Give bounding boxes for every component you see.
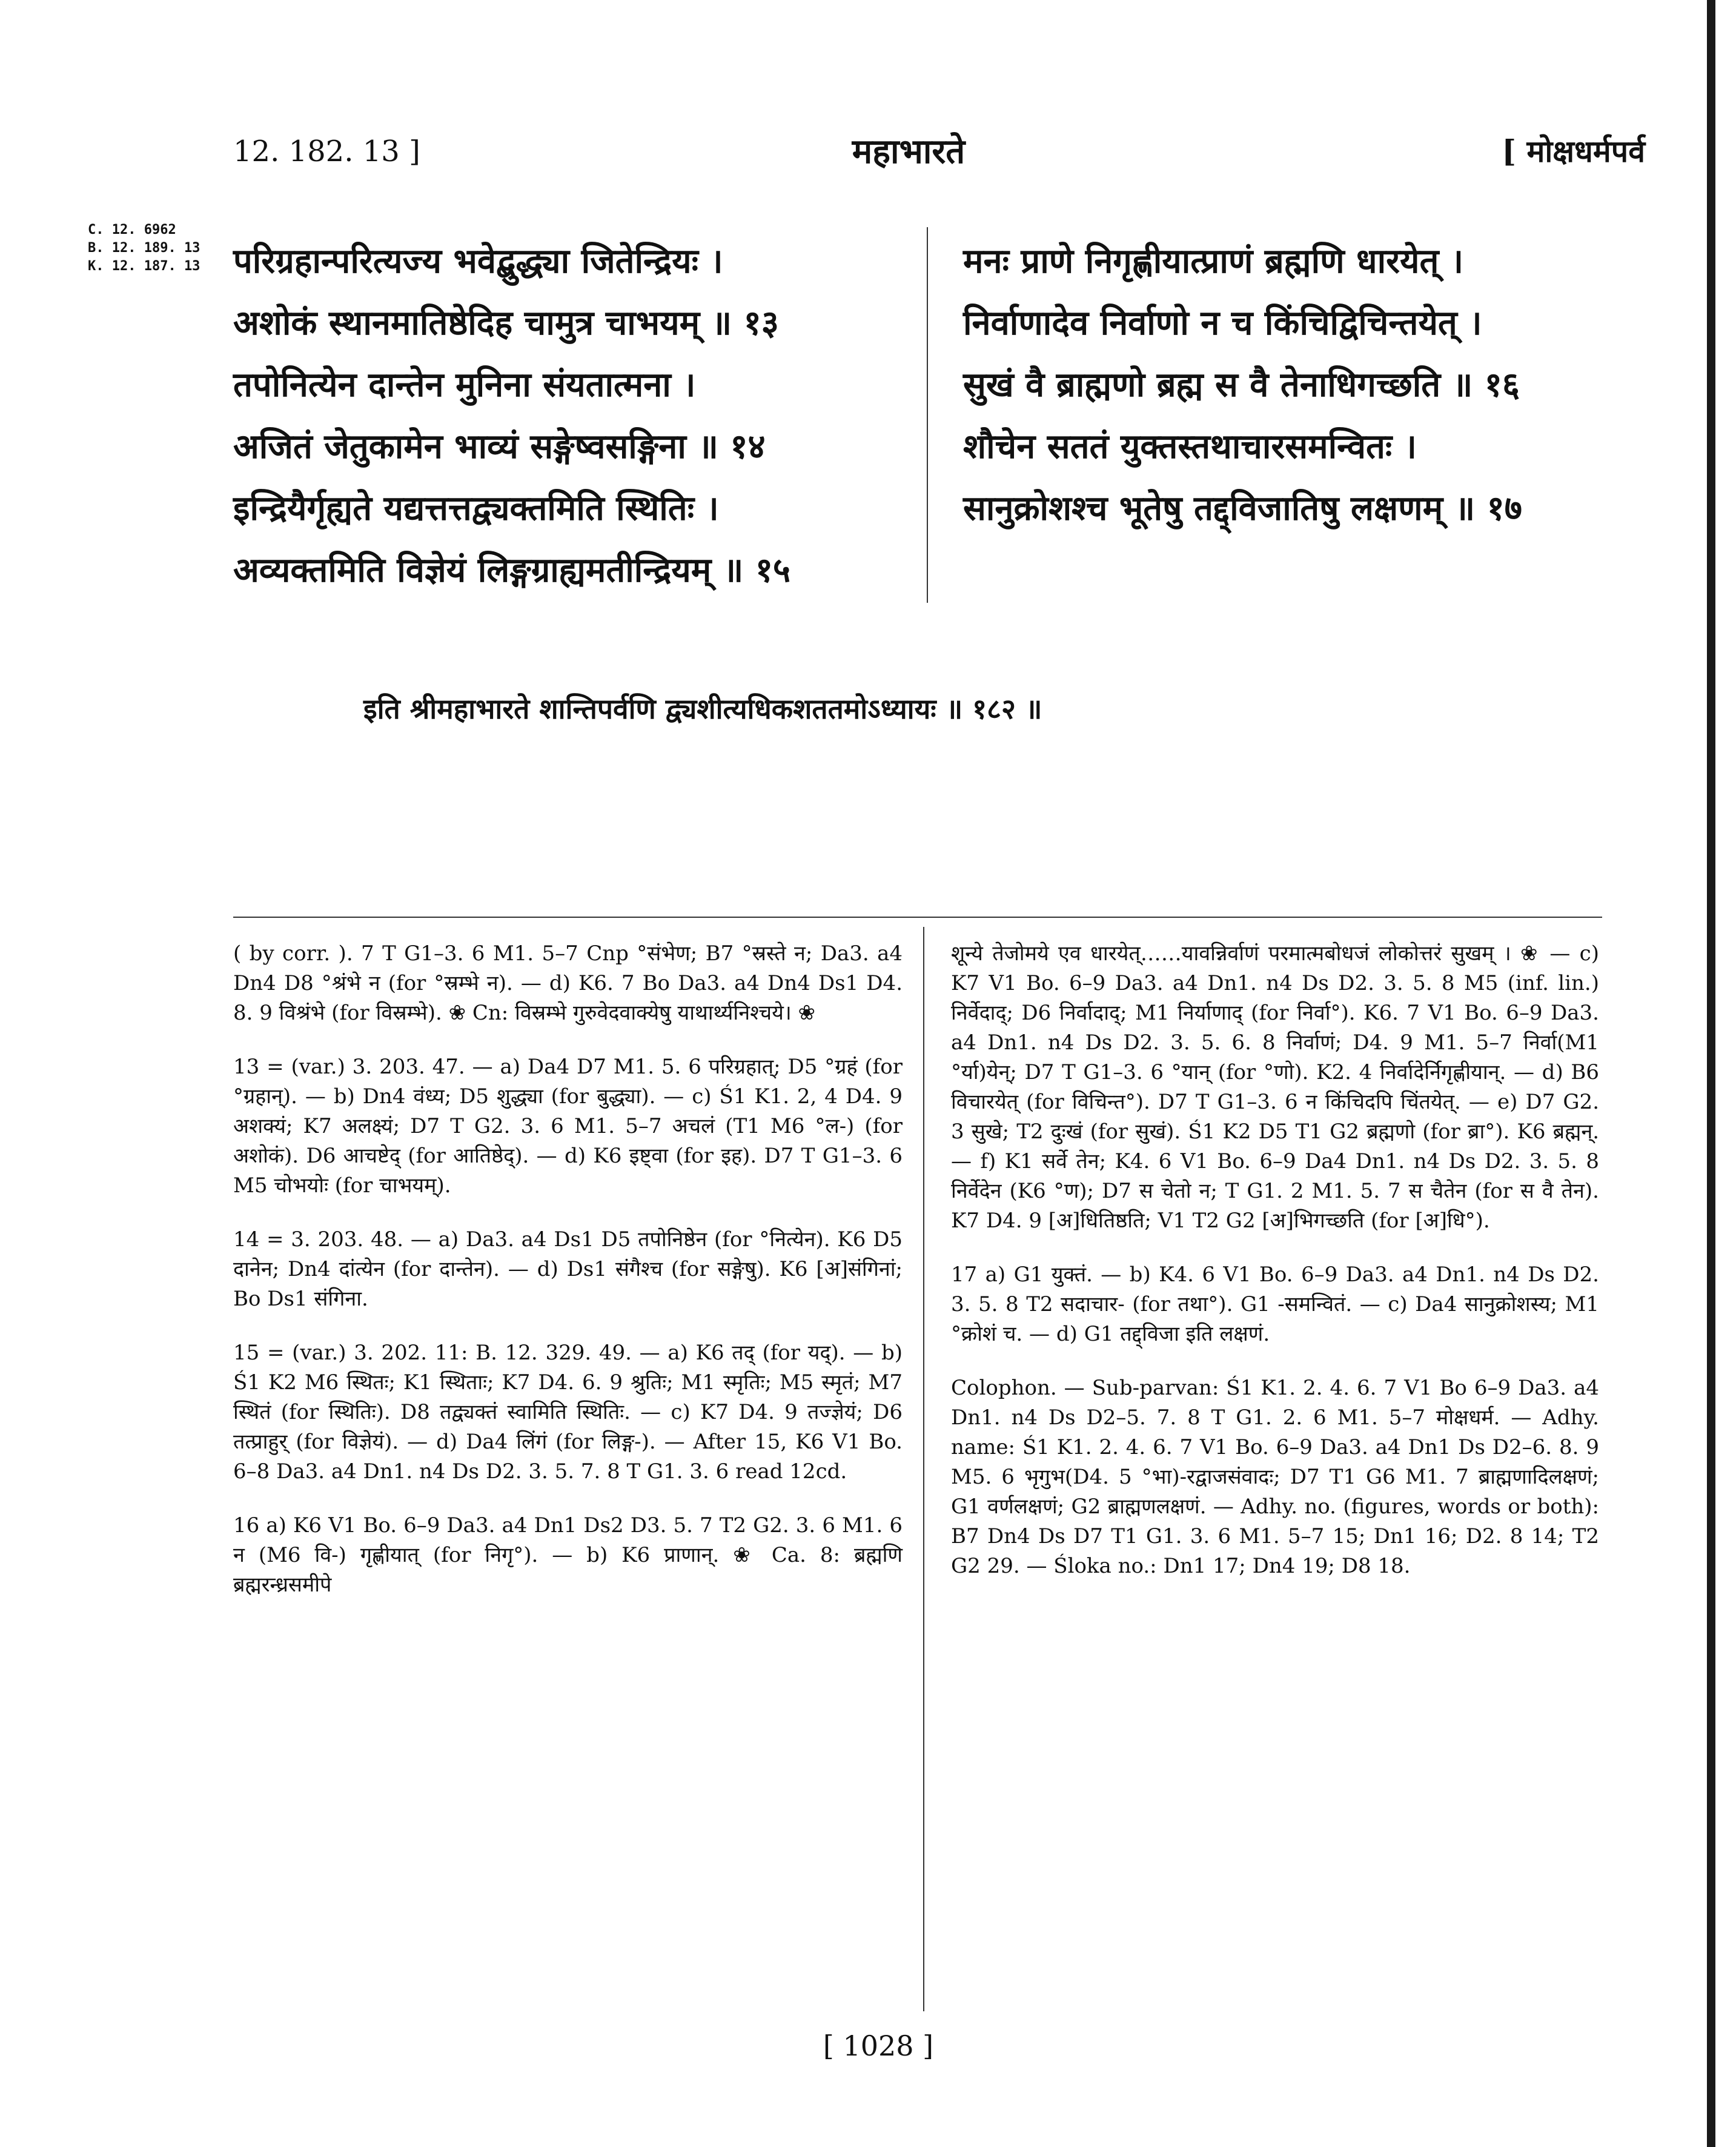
concordance-references (88, 221, 200, 276)
note-paragraph: ( by corr. ). 7 T G1–3. 6 M1. 5–7 Cnp °संभेण; B7 °स्रस्ते न; Da3. a4 Dn4 D8 °श्रंभे न (for °स्रम्भे न). — d) K6. 7 Bo Da3. a4 Dn4 Ds1 D4. 8. 9 विश्रंभे (for विस्रम्भे). ❀ Cn: विस्रम्भे गुरुवेदवाक्येषु याथार्थ्यनिश्चये। ❀ (233, 941, 903, 1025)
verse-column-divider (927, 227, 928, 603)
verse-line: मनः प्राणे निगृह्णीयात्प्राणं ब्रह्मणि धारयेत् । (963, 241, 1464, 281)
verse-line: अशोकं स्थानमातिष्ठेदिह चामुत्र चाभयम् ॥ १३ (233, 303, 779, 343)
verse-line: सुखं वै ब्राह्मणो ब्रह्म स वै तेनाधिगच्छति ॥ १६ (963, 365, 1520, 405)
verse-line: परिग्रहान्परित्यज्य भवेद्बुद्ध्या जितेन्द्रियः । (233, 241, 723, 281)
verse-line: शौचेन सततं युक्तस्तथाचारसमन्वितः । (963, 426, 1417, 466)
note-paragraph: 14 = 3. 203. 48. — a) Da3. a4 Ds1 D5 तपोनिष्ठेन (for °नित्येन). K6 D5 दानेन; Dn4 दांत्येन (for दान्तेन). — d) Ds1 संगैश्च (for सङ्गेषु). K6 [अ]संगिनां; Bo Ds1 संगिना. (233, 1227, 903, 1311)
note-paragraph: 16 a) K6 V1 Bo. 6–9 Da3. a4 Dn1 Ds2 D3. 5. 7 T2 G2. 3. 6 M1. 6 न (M6 वि-) गृह्णीयात् (for निगृ°). — b) K6 प्राणान्. ❀ Ca. 8: ब्रह्मणि ब्रह्मरन्ध्रसमीपे (233, 1513, 903, 1597)
verse-line: निर्वाणादेव निर्वाणो न च किंचिद्विचिन्तयेत् । (963, 303, 1482, 343)
chapter-colophon: इति श्रीमहाभारते शान्तिपर्वणि द्व्यशीत्यधिकशततमोऽध्यायः ॥ १८२ ॥ (363, 692, 1042, 725)
critical-notes-right (951, 939, 1599, 1605)
concordance-line: K. 12. 187. 13 (88, 259, 200, 274)
concordance-line: B. 12. 189. 13 (88, 241, 200, 256)
page-number: [ 1028 ] (823, 2029, 934, 2062)
notes-column-divider (923, 927, 924, 2011)
running-head-title: महाभारते (852, 131, 966, 171)
verse-column-right (963, 230, 1522, 539)
notes-separator-rule (233, 917, 1602, 918)
verse-line: तपोनित्येन दान्तेन मुनिना संयतात्मना । (233, 365, 696, 405)
note-paragraph: 17 a) G1 युक्तं. — b) K4. 6 V1 Bo. 6–9 Da3. a4 Dn1. n4 Ds D2. 3. 5. 8 T2 सदाचार- (for तथा°). G1 -समन्वितं. — c) Da4 सानुक्रोशस्य; M1 °क्रोशं च. — d) G1 तद्द्विजा इति लक्षणं. (951, 1263, 1599, 1346)
verse-column-left (233, 230, 790, 601)
running-head-right: [ मोक्षधर्मपर्व (1502, 133, 1645, 169)
verse-line: अव्यक्तमिति विज्ञेयं लिङ्गग्राह्यमतीन्द्रियम् ॥ १५ (233, 550, 791, 590)
note-paragraph: 13 = (var.) 3. 203. 47. — a) Da4 D7 M1. 5. 6 परिग्रहात्; D5 °ग्रहं (for °ग्रहान्). — b) Dn4 वंध्य; D5 शुद्ध्या (for बुद्ध्या). — c) Ś1 K1. 2, 4 D4. 9 अशक्यं; K7 अलक्ष्यं; D7 T G2. 3. 6 M1. 5–7 अचलं (T1 M6 °ल-) (for अशोकं). D6 आचष्टेद् (for आतिष्ठेद्). — d) K6 इष्ट्वा (for इह). D7 T G1–3. 6 M5 चोभयोः (for चाभयम्). (233, 1055, 903, 1198)
note-paragraph: शून्ये तेजोमये एव धारयेत्……यावन्निर्वाणं परमात्मबोधजं लोकोत्तरं सुखम् । ❀ — c) K7 V1 Bo. 6–9 Da3. a4 Dn1. n4 Ds D2. 3. 5. 8 M5 (inf. lin.) निर्वेदाद्; D6 निर्वादाद्; M1 निर्याणाद् (for निर्वा°). K6. 7 V1 Bo. 6–9 Da3. a4 Dn1. n4 Ds D2. 3. 5. 6. 8 निर्वाणं; D4. 9 M1. 5–7 निर्वा(M1 °र्या)येन्; D7 T G1–3. 6 °यान् (for °णो). K2. 4 निर्वादेर्निगृह्णीयान्. — d) B6 विचारयेत् (for विचिन्त°). D7 T G1–3. 6 न किंचिदपि चिंतयेत्. — e) D7 G2. 3 सुखे; T2 दुःखं (for सुखं). Ś1 K2 D5 T1 G2 ब्रह्मणो (for ब्रा°). K6 ब्रह्मन्. — f) K1 सर्वे तेन; K4. 6 V1 Bo. 6–9 Da4 Dn1. n4 Ds D2. 3. 5. 8 निर्वेदेन (K6 °ण); D7 स चेतो न; T G1. 2 M1. 5. 7 स चैतेन (for स वै तेन). K7 D4. 9 [अ]धितिष्ठति; V1 T2 G2 [अ]भिगच्छति (for [अ]धि°). (951, 941, 1599, 1233)
note-paragraph: Colophon. — Sub-parvan: Ś1 K1. 2. 4. 6. 7 V1 Bo 6–9 Da3. a4 Dn1. n4 Ds D2–5. 7. 8 T G1. 2. 6 M1. 5–7 मोक्षधर्म. — Adhy. name: Ś1 K1. 2. 4. 6. 7 V1 Bo. 6–9 Da3. a4 Dn1 Ds D2–6. 8. 9 M5. 6 भृगुभ(D4. 5 °भा)-रद्वाजसंवादः; D7 T1 G6 M1. 7 ब्राह्मणादिलक्षणं; G1 वर्णलक्षणं; G2 ब्राह्मणलक्षणं. — Adhy. no. (figures, words or both): B7 Dn4 Ds D7 T1 G1. 3. 6 M1. 5–7 15; Dn1 16; D2. 8 14; T2 G2 29. — Śloka no.: Dn1 17; Dn4 19; D8 18. (951, 1376, 1599, 1578)
verse-line: अजितं जेतुकामेन भाव्यं सङ्गेष्वसङ्गिना ॥ १४ (233, 426, 766, 466)
note-paragraph: 15 = (var.) 3. 202. 11: B. 12. 329. 49. — a) K6 तद् (for यद्). — b) Ś1 K2 M6 स्थितः; K1 स्थिताः; K7 D4. 6. 9 श्रुतिः; M1 स्मृतिः; M5 स्मृतं; M7 स्थितं (for स्थितिः). D8 तद्व्यक्तं स्वामिति स्थितिः. — c) K7 D4. 9 तज्ज्ञेयं; D6 तत्प्राहुर् (for विज्ञेयं). — d) Da4 लिंगं (for लिङ्ग-). — After 15, K6 V1 Bo. 6–8 Da3. a4 Dn1. n4 Ds D2. 3. 5. 7. 8 T G1. 3. 6 read 12cd. (233, 1341, 903, 1484)
running-head-left: 12. 182. 13 ] (233, 134, 420, 168)
verse-line: इन्द्रियैर्गृह्यते यद्यत्तत्तद्व्यक्तमिति स्थितिः । (233, 488, 719, 528)
page-edge-rule (1707, 0, 1715, 2147)
critical-notes-left (233, 939, 903, 1624)
concordance-line: C. 12. 6962 (88, 222, 176, 237)
verse-line: सानुक्रोशश्च भूतेषु तद्द्विजातिषु लक्षणम् ॥ १७ (963, 488, 1522, 528)
